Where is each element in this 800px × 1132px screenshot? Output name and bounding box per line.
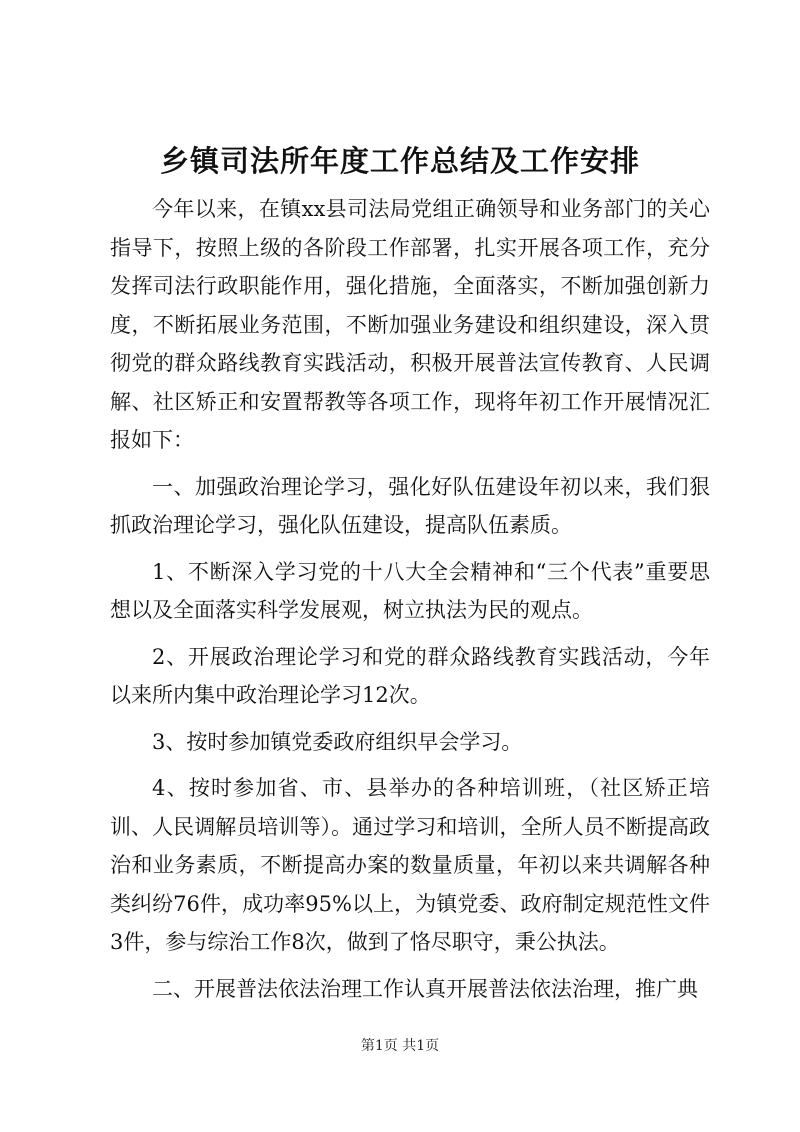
paragraph-item-1: 1、不断深入学习党的十八大全会精神和“三个代表”重要思想以及全面落实科学发展观，树立执法为民的观点。 (110, 559, 710, 622)
paragraph-item-2: 2、开展政治理论学习和党的群众路线教育实践活动，今年以来所内集中政治理论学习12次。 (110, 644, 710, 707)
document-body (110, 190, 710, 1016)
paragraph-section-2: 二、开展普法依法治理工作认真开展普法依法治理，推广典 (152, 976, 698, 1001)
paragraph-item-3: 3、按时参加镇党委政府组织早会学习。 (152, 729, 523, 754)
document-title: 乡镇司法所年度工作总结及工作安排 (159, 144, 640, 178)
paragraph-section-1: 一、加强政治理论学习，强化好队伍建设年初以来，我们狠抓政治理论学习，强化队伍建设，提高队伍素质。 (110, 474, 710, 537)
page-footer: 第1页 共1页 (360, 1038, 440, 1054)
paragraph-item-4: 4、按时参加省、市、县举办的各种培训班，（社区矫正培训、人民调解员培训等）。通过学习和培训，全所人员不断提高政治和业务素质，不断提高办案的数量质量，年初以来共调解各种类纠纷76件，成功率95%以上，为镇党委、政府制定规范性文件3件，参与综治工作8次，做到了恪尽职守，秉公执法。 (110, 776, 710, 954)
paragraph-intro: 今年以来，在镇xx县司法局党组正确领导和业务部门的关心指导下，按照上级的各阶段工作部署，扎实开展各项工作，充分发挥司法行政职能作用，强化措施，全面落实，不断加强创新力度，不断拓展业务范围，不断加强业务建设和组织建设，深入贯彻党的群众路线教育实践活动，积极开展普法宣传教育、人民调解、社区矫正和安置帮教等各项工作，现将年初工作开展情况汇报如下： (110, 197, 710, 452)
